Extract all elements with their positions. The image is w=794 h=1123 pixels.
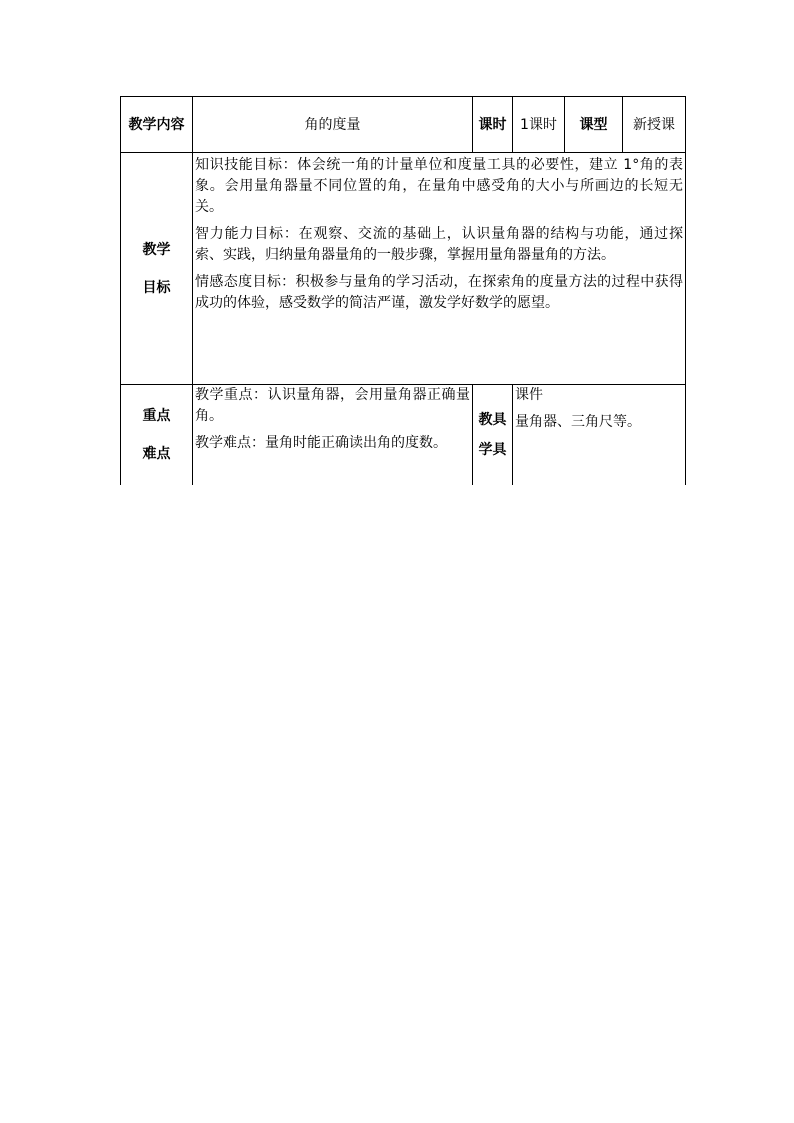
goals-row bbox=[121, 153, 686, 385]
key-point: 教学重点：认识量角器，会用量角器正确量角。 bbox=[195, 387, 470, 424]
content-label: 教学内容 bbox=[121, 97, 193, 153]
goals-label bbox=[121, 153, 193, 385]
emotion-goal: 情感态度目标：积极参与量角的学习活动，在探索角的度量方法的过程中获得成功的体验，感受数学的简洁严谨，激发学好数学的愿望。 bbox=[195, 274, 683, 311]
goals-content bbox=[193, 153, 686, 385]
tools-line1: 课件 bbox=[515, 387, 543, 403]
tools-label bbox=[473, 385, 513, 485]
goals-label-line1: 教学 bbox=[142, 241, 171, 258]
tools-content bbox=[513, 385, 686, 485]
header-row bbox=[121, 97, 686, 153]
knowledge-goal: 知识技能目标：体会统一角的计量单位和度量工具的必要性，建立 1°角的表象。会用量角器量不同位置的角，在量角中感受角的大小与所画边的长短无关。 bbox=[195, 157, 683, 215]
tools-line2: 量角器、三角尺等。 bbox=[515, 414, 641, 430]
type-value: 新授课 bbox=[623, 97, 686, 153]
type-label: 课型 bbox=[565, 97, 623, 153]
ability-goal: 智力能力目标：在观察、交流的基础上，认识量角器的结构与功能，通过探索、实践，归纳量角器量角的一般步骤，掌握用量角器量角的方法。 bbox=[195, 226, 683, 263]
focus-label-line2: 难点 bbox=[142, 445, 171, 462]
hours-value: 1课时 bbox=[513, 97, 565, 153]
focus-row bbox=[121, 385, 686, 485]
difficulty: 教学难点：量角时能正确读出角的度数。 bbox=[195, 435, 447, 451]
lesson-plan-table bbox=[120, 96, 686, 485]
tools-label-line1: 教具 bbox=[478, 411, 507, 428]
tools-label-line2: 学具 bbox=[478, 441, 507, 458]
focus-content bbox=[193, 385, 473, 485]
hours-label: 课时 bbox=[473, 97, 513, 153]
content-value: 角的度量 bbox=[193, 97, 473, 153]
focus-label-line1: 重点 bbox=[142, 407, 171, 424]
focus-label bbox=[121, 385, 193, 485]
goals-label-line2: 目标 bbox=[142, 279, 171, 296]
